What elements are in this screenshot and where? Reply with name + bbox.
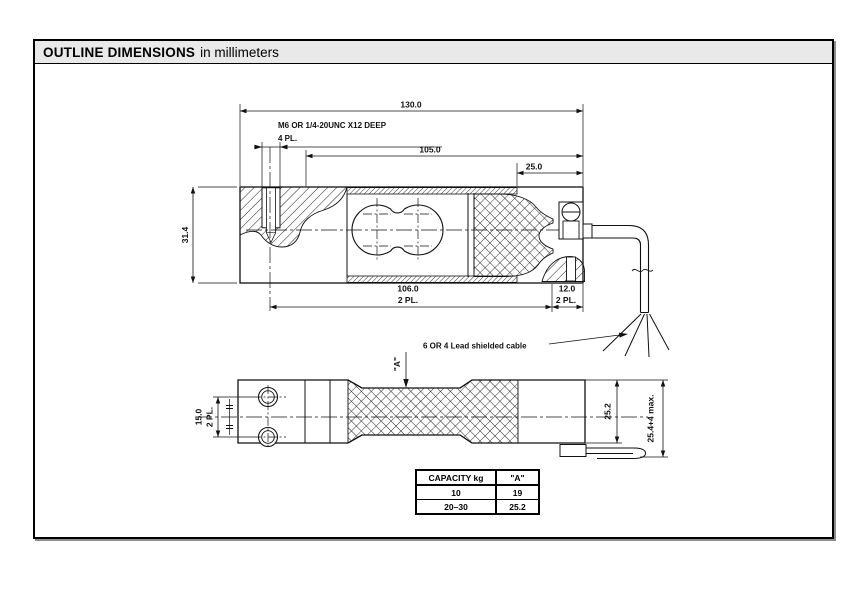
dim-105: 105.0 <box>419 144 441 155</box>
section-title: OUTLINE DIMENSIONS <box>43 44 196 60</box>
capacity-header: CAPACITY kg <box>417 471 497 486</box>
boot-crosshatch <box>348 380 518 443</box>
dim-15: 15.0 <box>193 408 204 426</box>
section-subtitle: in millimeters <box>200 44 279 60</box>
dim-25-4-max: 25.4+4 max. <box>645 394 656 443</box>
dim-12: 12.0 <box>558 283 576 294</box>
dim-12-places: 2 PL. <box>555 295 577 305</box>
cable-fitting <box>560 445 586 457</box>
capacity-row-2: 20–30 <box>417 500 497 513</box>
cable-note-leader <box>549 335 620 344</box>
dim-106: 106.0 <box>397 283 419 294</box>
thread-note-line2: 4 PL. <box>278 134 298 143</box>
capacity-row-1: 10 <box>417 486 497 500</box>
capacity-table <box>415 469 540 515</box>
top-view <box>240 144 669 357</box>
adjustment-screw <box>559 202 592 239</box>
section-a-label: "A" <box>392 356 402 372</box>
a-row-2: 25.2 <box>509 501 526 512</box>
a-header: "A" <box>497 471 538 486</box>
dim-25-2: 25.2 <box>602 403 613 420</box>
cable-note: 6 OR 4 Lead shielded cable <box>423 341 527 351</box>
dim-15-places: 2 PL. <box>204 406 215 428</box>
dim-106-places: 2 PL. <box>397 295 419 305</box>
dim-25: 25.0 <box>525 161 543 172</box>
thread-note-line1: M6 OR 1/4-20UNC X12 DEEP <box>278 121 387 130</box>
cover-strip-top <box>347 188 517 194</box>
cable <box>592 226 653 313</box>
dim-31-4: 31.4 <box>180 226 190 244</box>
dim-overall-length: 130.0 <box>400 99 422 110</box>
cover-strip-bottom <box>347 276 517 282</box>
cable-break-mark <box>632 269 653 271</box>
side-view <box>193 380 648 459</box>
a-row-1: 19 <box>497 486 538 500</box>
cable-loop <box>586 448 646 459</box>
